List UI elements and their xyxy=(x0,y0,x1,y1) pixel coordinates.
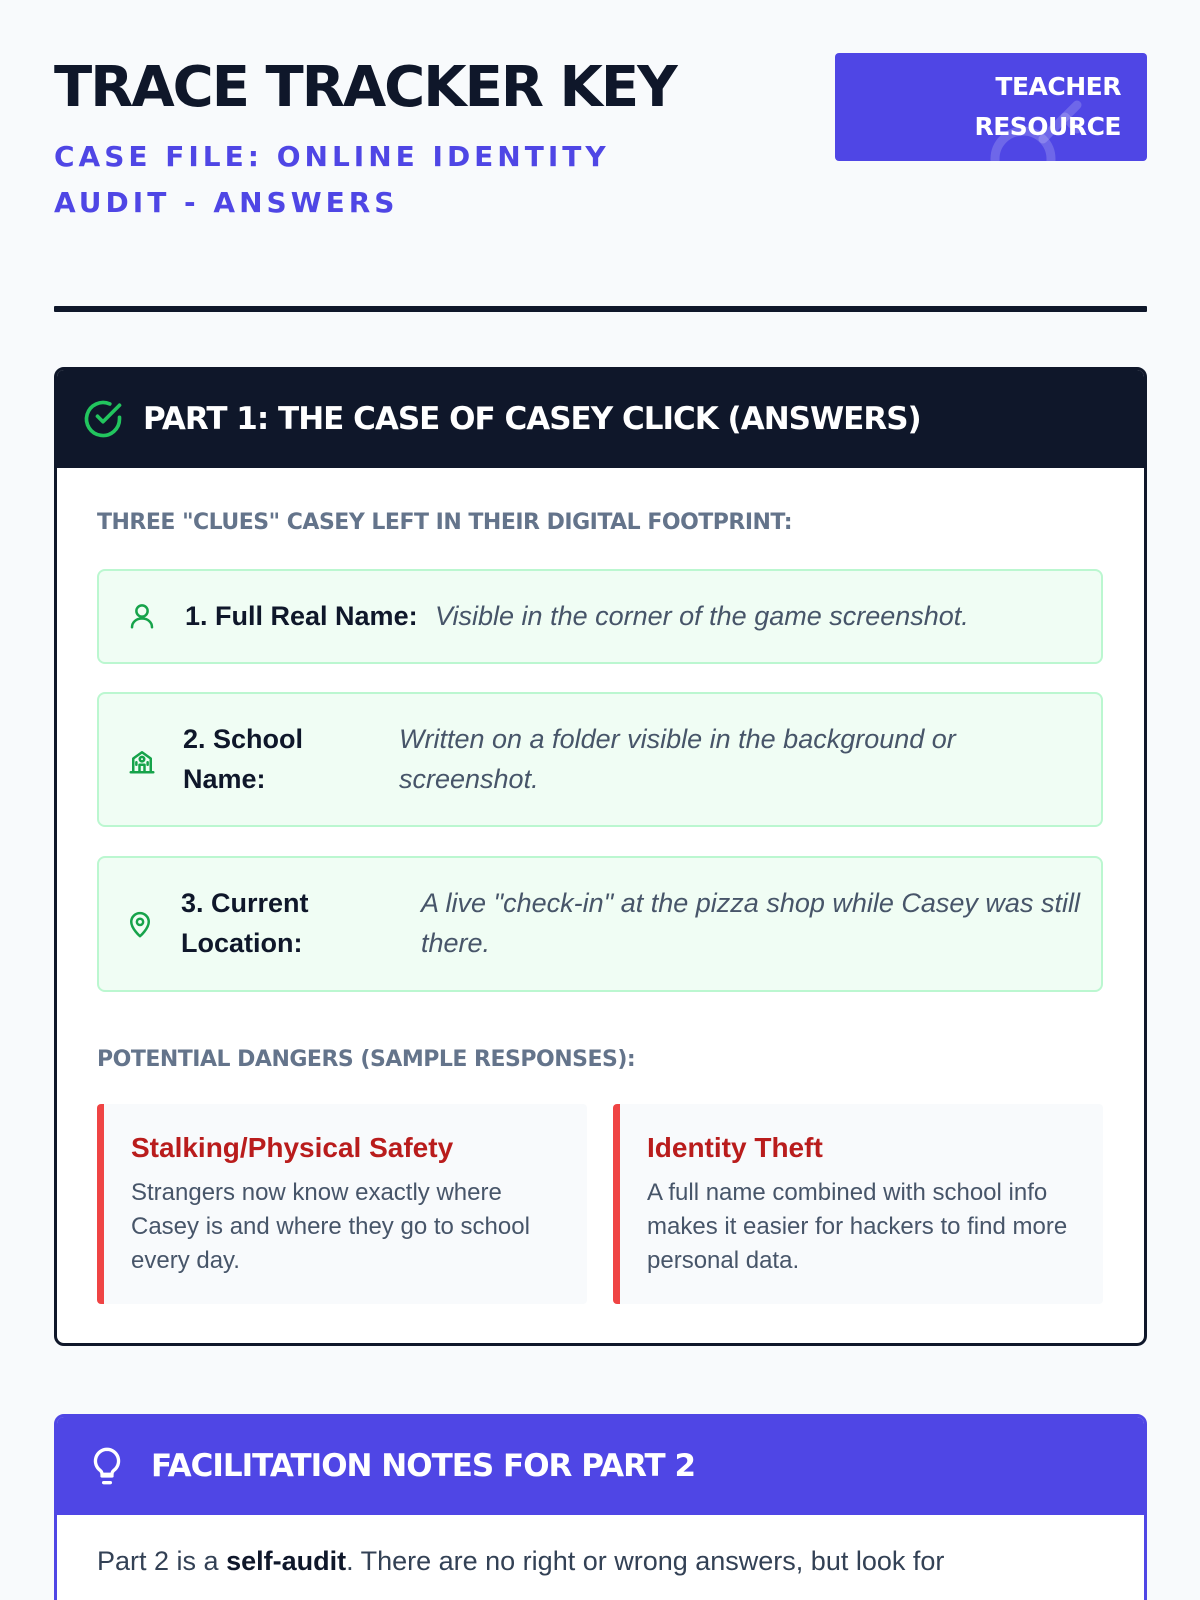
part1-header xyxy=(57,370,1144,468)
map-pin-icon xyxy=(125,910,155,940)
part2-title: FACILITATION NOTES FOR PART 2 xyxy=(151,1448,696,1484)
clue-description: A live "check-in" at the pizza shop while Casey was still there. xyxy=(421,888,1080,958)
clue-card-location xyxy=(97,856,1103,992)
lightbulb-icon xyxy=(87,1446,127,1486)
clue-name: 1. Full Real Name: xyxy=(185,601,418,631)
part1-title: PART 1: THE CASE OF CASEY CLICK (ANSWERS) xyxy=(143,401,921,437)
danger-text: A full name combined with school info makes it easier for hackers to find more personal data. xyxy=(647,1179,1068,1274)
clue-name: 2. School Name: xyxy=(183,724,304,794)
clue-card-name xyxy=(97,569,1103,664)
clue-card-school xyxy=(97,692,1103,827)
badge-line-2: RESOURCE xyxy=(974,112,1121,141)
clues-heading: THREE "CLUES" CASEY LEFT IN THEIR DIGITAL FOOTPRINT: xyxy=(97,510,793,535)
danger-text: Strangers now know exactly where Casey is and where they go to school every day. xyxy=(131,1179,530,1274)
part2-intro xyxy=(97,1541,944,1581)
clue-description: Visible in the corner of the game screenshot. xyxy=(435,601,969,631)
clue-name: 3. Current Location: xyxy=(181,888,309,958)
danger-card-identity-theft xyxy=(613,1104,1103,1304)
header-divider xyxy=(54,306,1147,312)
page-subtitle: CASE FILE: ONLINE IDENTITY AUDIT - ANSWERS xyxy=(54,140,610,219)
clue-description: Written on a folder visible in the background or screenshot. xyxy=(399,724,956,794)
dangers-heading: POTENTIAL DANGERS (SAMPLE RESPONSES): xyxy=(97,1047,636,1072)
answer-key-page xyxy=(54,0,1147,1576)
intro-text: Part 2 is a xyxy=(97,1546,227,1576)
part1-card xyxy=(54,367,1147,1346)
teacher-resource-badge xyxy=(835,53,1147,161)
badge-label xyxy=(974,67,1121,147)
user-icon xyxy=(127,601,157,631)
school-icon xyxy=(127,746,157,776)
danger-title: Identity Theft xyxy=(647,1132,823,1163)
intro-emphasis: self-audit xyxy=(226,1546,347,1576)
intro-text-cont: . There are no right or wrong answers, but look for xyxy=(346,1546,945,1576)
page-title: TRACE TRACKER KEY xyxy=(54,55,676,120)
part2-card xyxy=(54,1414,1147,1600)
page-header xyxy=(54,0,1147,310)
check-circle-icon xyxy=(81,397,125,441)
danger-title: Stalking/Physical Safety xyxy=(131,1132,454,1163)
danger-card-stalking xyxy=(97,1104,587,1304)
badge-line-1: TEACHER xyxy=(995,72,1121,101)
part2-header xyxy=(57,1417,1144,1515)
